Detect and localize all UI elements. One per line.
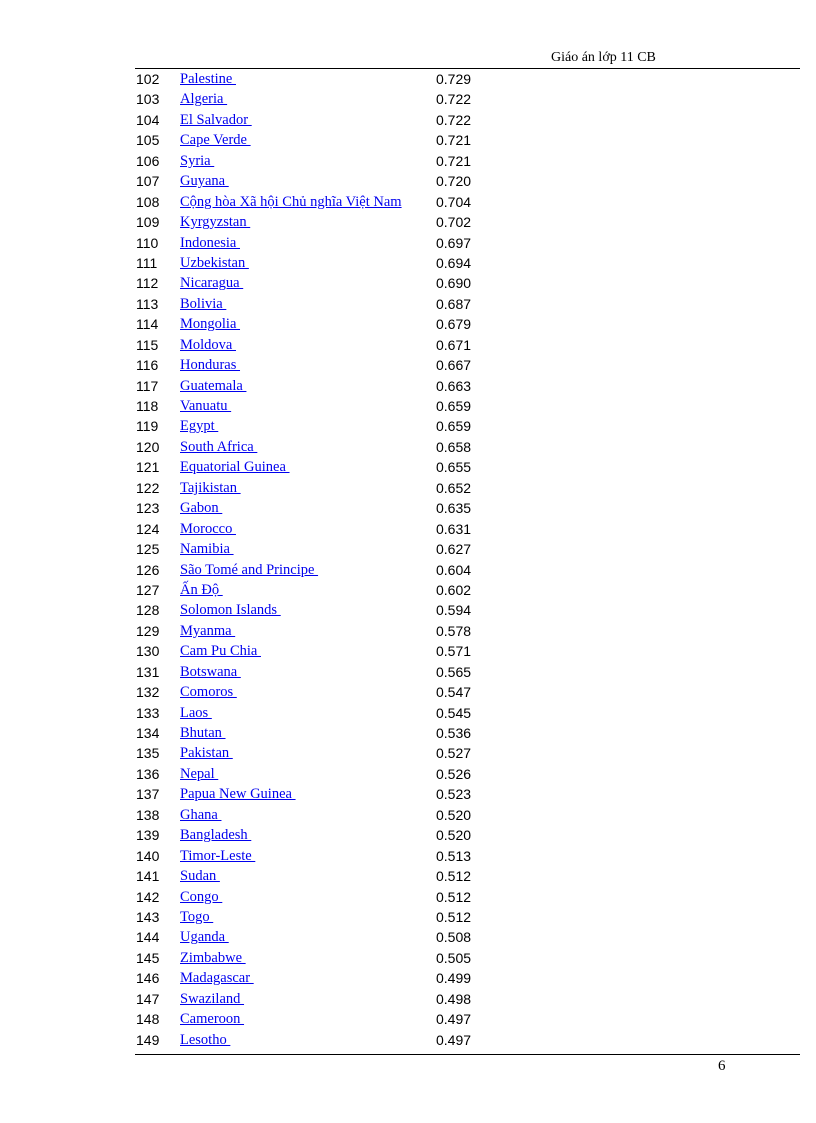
hdi-value-cell: 0.687	[436, 295, 472, 312]
table-row	[136, 192, 496, 212]
table-row	[136, 989, 496, 1009]
hdi-value-cell: 0.545	[436, 704, 472, 721]
country-link[interactable]: Namibia	[180, 541, 234, 558]
hdi-value-cell: 0.520	[436, 827, 472, 844]
table-row	[136, 682, 496, 702]
country-link[interactable]: Uzbekistan	[180, 254, 249, 271]
rank-cell: 111	[136, 254, 158, 271]
hdi-value-cell: 0.512	[436, 868, 472, 885]
rank-cell: 113	[136, 295, 159, 312]
hdi-value-cell: 0.655	[436, 459, 472, 476]
hdi-value-cell: 0.690	[436, 275, 472, 292]
table-row	[136, 764, 496, 784]
table-row	[136, 478, 496, 498]
hdi-value-cell: 0.722	[436, 111, 472, 128]
rank-cell: 127	[136, 581, 160, 598]
rank-cell: 121	[136, 459, 160, 476]
rank-cell: 108	[136, 193, 160, 210]
table-row	[136, 641, 496, 661]
country-link[interactable]: Kyrgyzstan	[180, 214, 251, 231]
rank-cell: 126	[136, 561, 160, 578]
country-link[interactable]: Pakistan	[180, 745, 233, 762]
country-link[interactable]: Guatemala	[180, 377, 247, 394]
rank-cell: 123	[136, 500, 160, 517]
country-link[interactable]: Togo	[180, 908, 214, 925]
rank-cell: 130	[136, 643, 160, 660]
hdi-value-cell: 0.722	[436, 91, 472, 108]
country-link[interactable]: Madagascar	[180, 970, 254, 987]
table-row	[136, 376, 496, 396]
table-row	[136, 805, 496, 825]
rank-cell: 112	[136, 275, 159, 292]
table-row	[136, 621, 496, 641]
hdi-value-cell: 0.499	[436, 970, 472, 987]
hdi-value-cell: 0.604	[436, 561, 472, 578]
rank-cell: 103	[136, 91, 160, 108]
rank-cell: 129	[136, 622, 160, 639]
hdi-value-cell: 0.578	[436, 622, 472, 639]
country-link[interactable]: Sudan	[180, 868, 220, 885]
table-row	[136, 171, 496, 191]
table-row	[136, 294, 496, 314]
rank-cell: 114	[136, 316, 159, 333]
table-row	[136, 396, 496, 416]
table-row	[136, 130, 496, 150]
country-link[interactable]: Comoros	[180, 684, 237, 701]
table-row	[136, 784, 496, 804]
country-link[interactable]: Zimbabwe	[180, 949, 246, 966]
country-link[interactable]: Tajikistan	[180, 479, 241, 496]
table-row	[136, 233, 496, 253]
hdi-value-cell: 0.523	[436, 786, 472, 803]
hdi-value-cell: 0.663	[436, 377, 472, 394]
hdi-value-cell: 0.671	[436, 336, 472, 353]
rank-cell: 117	[136, 377, 159, 394]
rank-cell: 118	[136, 398, 159, 414]
table-row	[136, 887, 496, 907]
rank-cell: 146	[136, 970, 160, 987]
table-row	[136, 743, 496, 763]
rank-cell: 143	[136, 908, 160, 925]
country-link[interactable]: Guyana	[180, 173, 229, 190]
country-link[interactable]: Bhutan	[180, 725, 226, 741]
rank-cell: 116	[136, 357, 159, 374]
hdi-value-cell: 0.497	[436, 1011, 472, 1028]
country-link[interactable]: Ấn Độ	[180, 581, 223, 598]
country-link[interactable]: Cape Verde	[180, 132, 251, 149]
rank-cell: 138	[136, 806, 160, 823]
rank-cell: 142	[136, 888, 160, 905]
rank-cell: 109	[136, 214, 160, 231]
country-link[interactable]: Moldova	[180, 336, 236, 353]
hdi-value-cell: 0.704	[436, 193, 472, 210]
rank-cell: 132	[136, 684, 160, 701]
hdi-value-cell: 0.497	[436, 1031, 472, 1048]
table-row	[136, 416, 496, 436]
hdi-value-cell: 0.721	[436, 152, 472, 169]
rank-cell: 104	[136, 111, 160, 128]
rank-cell: 125	[136, 541, 160, 558]
country-link[interactable]: Congo	[180, 888, 223, 905]
table-row	[136, 723, 496, 743]
rank-cell: 135	[136, 745, 160, 762]
hdi-value-cell: 0.602	[436, 581, 472, 598]
country-link[interactable]: Uganda	[180, 929, 229, 946]
country-link[interactable]: Vanuatu	[180, 398, 232, 414]
rank-cell: 131	[136, 663, 160, 680]
country-link[interactable]: Swaziland	[180, 990, 245, 1007]
hdi-value-cell: 0.635	[436, 500, 472, 517]
table-row	[136, 498, 496, 518]
rank-cell: 136	[136, 765, 160, 782]
hdi-value-cell: 0.667	[436, 357, 472, 374]
table-row	[136, 580, 496, 600]
hdi-value-cell: 0.512	[436, 908, 472, 925]
country-link[interactable]: Timor-Leste	[180, 847, 256, 864]
country-link[interactable]: Nicaragua	[180, 275, 244, 292]
hdi-value-cell: 0.658	[436, 438, 472, 455]
rank-cell: 115	[136, 336, 159, 353]
table-row	[136, 253, 496, 273]
country-link[interactable]: Laos	[180, 704, 212, 721]
country-link[interactable]: Gabon	[180, 500, 223, 517]
table-row	[136, 968, 496, 988]
rank-cell: 128	[136, 602, 160, 619]
table-row	[136, 948, 496, 968]
country-link[interactable]: Cộng hòa Xã hội Chủ nghĩa Việt Nam	[180, 193, 402, 210]
page-number: 6	[718, 1058, 726, 1074]
hdi-value-cell: 0.729	[436, 71, 472, 87]
hdi-value-cell: 0.697	[436, 234, 472, 251]
country-link[interactable]: Bolivia	[180, 295, 227, 312]
rank-cell: 137	[136, 786, 160, 803]
hdi-ranking-table	[136, 69, 496, 1050]
country-link[interactable]: South Africa	[180, 438, 258, 455]
table-row	[136, 151, 496, 171]
country-link[interactable]: Myanma	[180, 622, 236, 639]
country-link[interactable]: Cam Pu Chia	[180, 643, 261, 660]
country-link[interactable]: Papua New Guinea	[180, 786, 296, 803]
hdi-value-cell: 0.536	[436, 725, 472, 741]
rank-cell: 105	[136, 132, 160, 149]
table-row	[136, 1030, 496, 1050]
table-row	[136, 457, 496, 477]
table-row	[136, 825, 496, 845]
hdi-value-cell: 0.627	[436, 541, 472, 558]
hdi-value-cell: 0.526	[436, 765, 472, 782]
rank-cell: 145	[136, 949, 160, 966]
table-row	[136, 927, 496, 947]
country-link[interactable]: Mongolia	[180, 316, 241, 333]
country-link[interactable]: Indonesia	[180, 234, 240, 251]
hdi-value-cell: 0.527	[436, 745, 472, 762]
table-row	[136, 519, 496, 539]
rank-cell: 102	[136, 71, 160, 87]
country-link[interactable]: Morocco	[180, 520, 236, 537]
hdi-value-cell: 0.513	[436, 847, 472, 864]
footer-rule	[135, 1054, 800, 1055]
hdi-value-cell: 0.594	[436, 602, 472, 619]
country-link[interactable]: Syria	[180, 152, 215, 169]
table-row	[136, 907, 496, 927]
hdi-value-cell: 0.659	[436, 398, 472, 414]
country-link[interactable]: Bangladesh	[180, 827, 252, 844]
country-link[interactable]: Solomon Islands	[180, 602, 281, 619]
country-link[interactable]: Nepal	[180, 765, 219, 782]
country-link[interactable]: São Tomé and Principe	[180, 561, 319, 578]
table-row	[136, 89, 496, 109]
hdi-value-cell: 0.565	[436, 663, 472, 680]
table-row	[136, 212, 496, 232]
hdi-value-cell: 0.512	[436, 888, 472, 905]
hdi-value-cell: 0.508	[436, 929, 472, 946]
rank-cell: 148	[136, 1011, 160, 1028]
table-row	[136, 110, 496, 130]
rank-cell: 141	[136, 868, 160, 885]
table-row	[136, 437, 496, 457]
hdi-value-cell: 0.631	[436, 520, 472, 537]
country-link[interactable]: Botswana	[180, 663, 241, 680]
table-row	[136, 600, 496, 620]
rank-cell: 134	[136, 725, 160, 741]
table-row	[136, 335, 496, 355]
rank-cell: 110	[136, 234, 159, 251]
rank-cell: 122	[136, 479, 160, 496]
table-row	[136, 560, 496, 580]
rank-cell: 119	[136, 418, 159, 435]
rank-cell: 144	[136, 929, 160, 946]
country-link[interactable]: Lesotho	[180, 1031, 231, 1048]
country-link[interactable]: Egypt	[180, 418, 219, 435]
hdi-value-cell: 0.721	[436, 132, 472, 149]
rank-cell: 124	[136, 520, 160, 537]
hdi-value-cell: 0.547	[436, 684, 472, 701]
table-row	[136, 69, 496, 89]
rank-cell: 147	[136, 990, 160, 1007]
hdi-value-cell: 0.720	[436, 173, 472, 190]
rank-cell: 133	[136, 704, 160, 721]
country-link[interactable]: Honduras	[180, 357, 241, 374]
hdi-value-cell: 0.571	[436, 643, 472, 660]
table-row	[136, 355, 496, 375]
page-header-title: Giáo án lớp 11 CB	[551, 50, 656, 65]
table-row	[136, 662, 496, 682]
hdi-value-cell: 0.498	[436, 990, 472, 1007]
table-row	[136, 539, 496, 559]
rank-cell: 149	[136, 1031, 160, 1048]
rank-cell: 139	[136, 827, 160, 844]
table-row	[136, 1009, 496, 1029]
hdi-value-cell: 0.694	[436, 254, 472, 271]
hdi-value-cell: 0.652	[436, 479, 472, 496]
table-row	[136, 314, 496, 334]
table-row	[136, 273, 496, 293]
rank-cell: 107	[136, 173, 160, 190]
country-link[interactable]: Equatorial Guinea	[180, 459, 290, 476]
country-link[interactable]: El Salvador	[180, 111, 252, 128]
rank-cell: 120	[136, 438, 160, 455]
hdi-value-cell: 0.702	[436, 214, 472, 231]
hdi-value-cell: 0.520	[436, 806, 472, 823]
country-link[interactable]: Ghana	[180, 806, 222, 823]
rank-cell: 140	[136, 847, 160, 864]
hdi-value-cell: 0.659	[436, 418, 472, 435]
hdi-value-cell: 0.505	[436, 949, 472, 966]
rank-cell: 106	[136, 152, 160, 169]
hdi-value-cell: 0.679	[436, 316, 472, 333]
table-row	[136, 866, 496, 886]
table-row	[136, 703, 496, 723]
country-link[interactable]: Algeria	[180, 91, 228, 108]
country-link[interactable]: Cameroon	[180, 1011, 245, 1028]
table-row	[136, 846, 496, 866]
country-link[interactable]: Palestine	[180, 71, 236, 87]
